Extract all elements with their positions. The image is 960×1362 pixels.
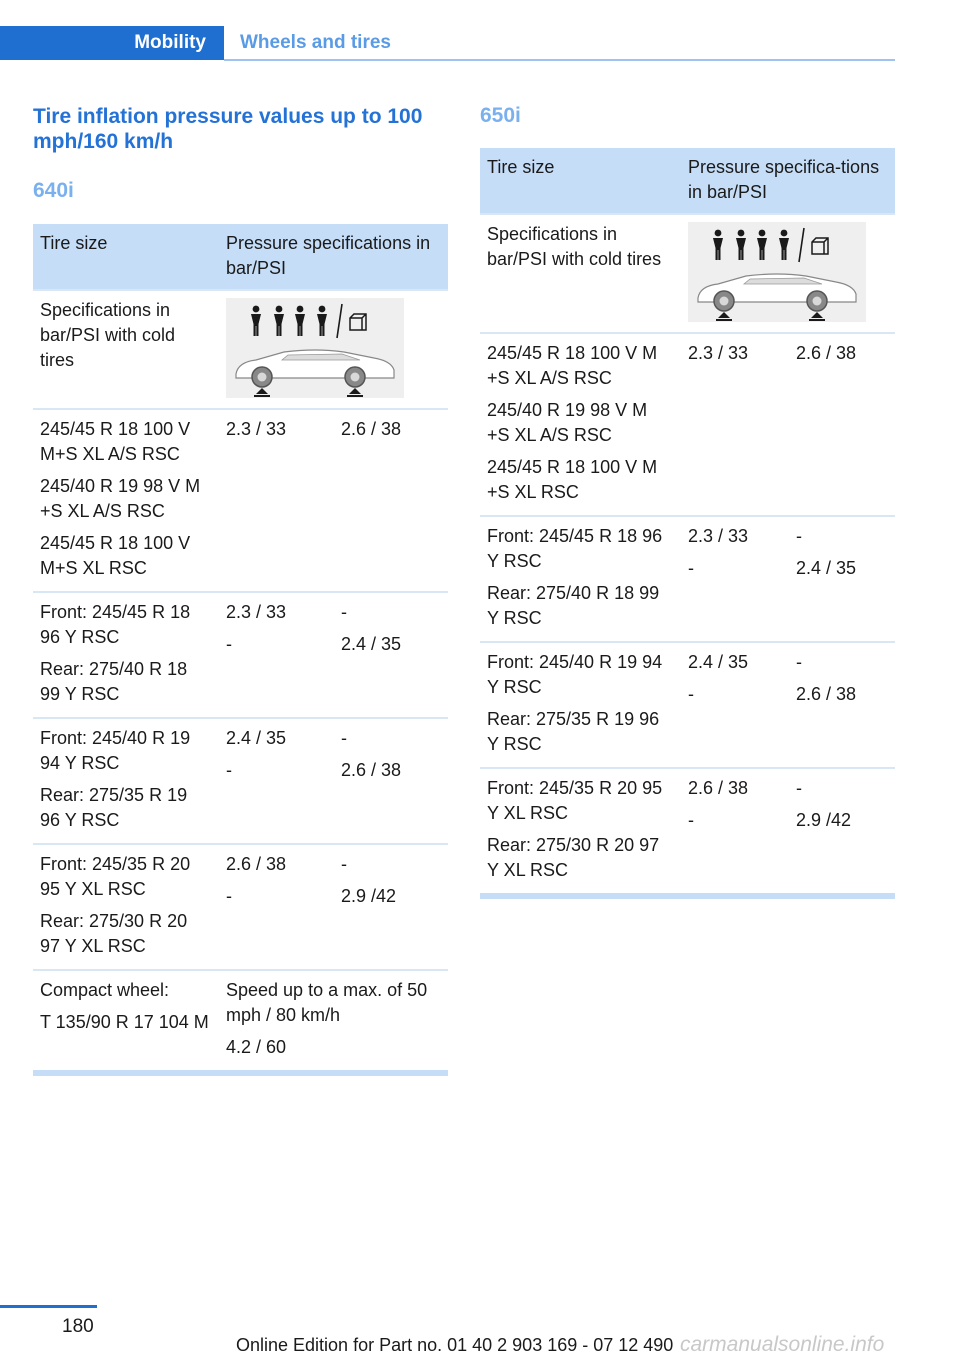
pressure-value: 2.3 / 33 bbox=[688, 526, 749, 546]
chapter-tab: Wheels and tires bbox=[240, 32, 391, 53]
table-row-spec bbox=[480, 214, 895, 333]
pressure-value: 2.4 / 35 bbox=[796, 558, 857, 578]
pressure-value: - bbox=[688, 558, 694, 578]
table-row bbox=[33, 592, 448, 718]
pressure-value: 2.6 / 38 bbox=[796, 684, 857, 704]
load-pictogram bbox=[219, 290, 448, 409]
car-load-icon bbox=[688, 222, 866, 322]
pressure-normal-cell bbox=[219, 409, 334, 592]
pressure-normal-cell bbox=[219, 844, 334, 970]
pressure-value: - bbox=[796, 526, 802, 546]
tire-size-text: 245/45 R 18 100 V M +S XL A/S RSC bbox=[487, 343, 658, 388]
pressure-value: 2.9 /42 bbox=[796, 810, 852, 830]
pressure-value: - bbox=[796, 652, 802, 672]
tire-size-text: Front: 245/45 R 18 96 Y RSC bbox=[40, 602, 191, 647]
pressure-table-640i bbox=[33, 224, 448, 1076]
tire-size-text: 245/45 R 18 100 V M+S XL RSC bbox=[40, 533, 191, 578]
model-heading-left: 640i bbox=[33, 179, 74, 202]
col-header-pressure: Pressure specifications in bar/PSI bbox=[219, 224, 448, 290]
pressure-value: - bbox=[688, 810, 694, 830]
pressure-normal-cell bbox=[681, 516, 789, 642]
table-row bbox=[480, 642, 895, 768]
table-row bbox=[33, 844, 448, 970]
pressure-normal-cell bbox=[219, 718, 334, 844]
table-row-spec bbox=[33, 290, 448, 409]
tire-size-text: 245/40 R 19 98 V M +S XL A/S RSC bbox=[487, 400, 648, 445]
pressure-value: - bbox=[341, 854, 347, 874]
tire-size-text: Rear: 275/40 R 18 99 Y RSC bbox=[487, 583, 660, 628]
table-row-compact-wheel bbox=[33, 970, 448, 1073]
pressure-full-load-cell bbox=[789, 516, 895, 642]
tire-size-text: Front: 245/40 R 19 94 Y RSC bbox=[40, 728, 191, 773]
page-number: 180 bbox=[62, 1316, 94, 1337]
tire-size-text: 245/40 R 19 98 V M +S XL A/S RSC bbox=[40, 476, 201, 521]
pressure-value: 2.3 / 33 bbox=[688, 343, 749, 363]
pressure-value: 2.6 / 38 bbox=[341, 419, 402, 439]
pressure-full-load-cell bbox=[789, 642, 895, 768]
pressure-value: 2.4 / 35 bbox=[688, 652, 749, 672]
spec-label: Specifications in bar/PSI with cold tires bbox=[33, 290, 219, 409]
tire-size-text: Rear: 275/35 R 19 96 Y RSC bbox=[40, 785, 188, 830]
pressure-value: - bbox=[226, 760, 232, 780]
pressure-value: 2.3 / 33 bbox=[226, 602, 287, 622]
footer-rule bbox=[0, 1305, 97, 1308]
tire-size-cell bbox=[33, 718, 219, 844]
tire-size-text: Front: 245/40 R 19 94 Y RSC bbox=[487, 652, 663, 697]
pressure-value: - bbox=[796, 778, 802, 798]
table-row bbox=[33, 409, 448, 592]
tire-size-cell bbox=[480, 333, 681, 516]
section-tab: Mobility bbox=[0, 26, 224, 60]
pressure-full-load-cell bbox=[334, 844, 448, 970]
pressure-value: - bbox=[226, 634, 232, 654]
pressure-normal-cell bbox=[681, 768, 789, 896]
pressure-full-load-cell bbox=[334, 718, 448, 844]
tire-size-text: Front: 245/45 R 18 96 Y RSC bbox=[487, 526, 663, 571]
header-rule bbox=[224, 59, 895, 61]
col-header-tire-size: Tire size bbox=[33, 224, 219, 290]
tire-size-text: Front: 245/35 R 20 95 Y XL RSC bbox=[40, 854, 191, 899]
tire-size-text: Rear: 275/30 R 20 97 Y XL RSC bbox=[487, 835, 660, 880]
pressure-value: 2.9 /42 bbox=[341, 886, 397, 906]
compact-note-text: 4.2 / 60 bbox=[226, 1037, 287, 1057]
watermark: carmanualsonline.info bbox=[680, 1333, 885, 1356]
table-row bbox=[480, 516, 895, 642]
edition-note: Online Edition for Part no. 01 40 2 903 169 - 07 12 490 bbox=[236, 1335, 674, 1355]
page-header bbox=[0, 26, 895, 62]
tire-size-cell bbox=[480, 642, 681, 768]
pressure-value: 2.6 / 38 bbox=[688, 778, 749, 798]
section-title: Tire inflation pressure values up to 100 mph/160 km/h bbox=[33, 105, 423, 153]
spec-label: Specifications in bar/PSI with cold tires bbox=[480, 214, 681, 333]
tire-size-text: 245/45 R 18 100 V M+S XL A/S RSC bbox=[40, 419, 191, 464]
tire-size-text: Front: 245/35 R 20 95 Y XL RSC bbox=[487, 778, 663, 823]
tire-size-text: 245/45 R 18 100 V M +S XL RSC bbox=[487, 457, 658, 502]
pressure-value: 2.4 / 35 bbox=[226, 728, 287, 748]
pressure-table-650i bbox=[480, 148, 895, 899]
pressure-value: 2.6 / 38 bbox=[796, 343, 857, 363]
pressure-full-load-cell bbox=[334, 409, 448, 592]
tire-size-text: T 135/90 R 17 104 M bbox=[40, 1012, 209, 1032]
table-row bbox=[33, 718, 448, 844]
tire-size-cell bbox=[33, 592, 219, 718]
tire-size-text: Rear: 275/35 R 19 96 Y RSC bbox=[487, 709, 660, 754]
pressure-value: 2.4 / 35 bbox=[341, 634, 402, 654]
pressure-value: - bbox=[688, 684, 694, 704]
pressure-full-load-cell bbox=[789, 333, 895, 516]
pressure-full-load-cell bbox=[789, 768, 895, 896]
table-row bbox=[480, 333, 895, 516]
car-load-icon bbox=[226, 298, 404, 398]
pressure-value: - bbox=[341, 602, 347, 622]
tire-size-cell bbox=[33, 409, 219, 592]
pressure-normal-cell bbox=[681, 333, 789, 516]
pressure-value: - bbox=[341, 728, 347, 748]
pressure-normal-cell bbox=[219, 592, 334, 718]
pressure-value: 2.6 / 38 bbox=[226, 854, 287, 874]
tire-size-cell bbox=[480, 768, 681, 896]
pressure-full-load-cell bbox=[334, 592, 448, 718]
col-header-pressure: Pressure specifica-tions in bar/PSI bbox=[681, 148, 895, 214]
compact-wheel-note-cell bbox=[219, 970, 448, 1073]
tire-size-text: Rear: 275/40 R 18 99 Y RSC bbox=[40, 659, 188, 704]
col-header-tire-size: Tire size bbox=[480, 148, 681, 214]
model-heading-right: 650i bbox=[480, 104, 521, 127]
pressure-value: 2.6 / 38 bbox=[341, 760, 402, 780]
table-row bbox=[480, 768, 895, 896]
tire-size-cell bbox=[480, 516, 681, 642]
compact-wheel-size-cell bbox=[33, 970, 219, 1073]
load-pictogram bbox=[681, 214, 895, 333]
table-header-row bbox=[33, 224, 448, 290]
compact-note-text: Speed up to a max. of 50 mph / 80 km/h bbox=[226, 980, 428, 1025]
tire-size-text: Rear: 275/30 R 20 97 Y XL RSC bbox=[40, 911, 188, 956]
table-header-row bbox=[480, 148, 895, 214]
pressure-normal-cell bbox=[681, 642, 789, 768]
tire-size-text: Compact wheel: bbox=[40, 980, 170, 1000]
pressure-value: 2.3 / 33 bbox=[226, 419, 287, 439]
pressure-value: - bbox=[226, 886, 232, 906]
tire-size-cell bbox=[33, 844, 219, 970]
